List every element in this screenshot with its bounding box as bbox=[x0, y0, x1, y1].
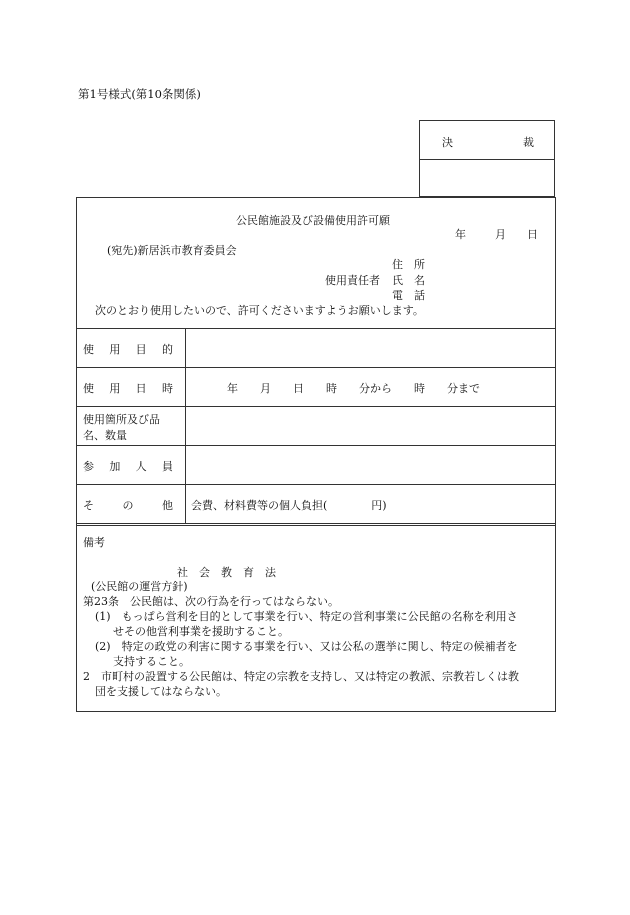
row-divider bbox=[77, 523, 555, 524]
note-line: 団を支援してはならない。 bbox=[95, 685, 227, 698]
row-divider bbox=[77, 484, 555, 485]
request-text: 次のとおり使用したいので、許可くださいますようお願いします。 bbox=[95, 304, 424, 317]
label-location-line2: 名、数量 bbox=[83, 429, 127, 442]
field-address: 住 所 bbox=[392, 258, 425, 271]
row-divider bbox=[77, 445, 555, 446]
approval-char-1: 決 bbox=[442, 136, 453, 149]
date-day: 日 bbox=[527, 228, 538, 241]
note-line: 支持すること。 bbox=[113, 655, 190, 668]
label-participants: 参 加 人 員 bbox=[83, 460, 173, 473]
note-line: 2 市町村の設置する公民館は、特定の宗教を支持し、又は特定の教派、宗教若しくは教 bbox=[83, 670, 519, 683]
law-title: 社 会 教 育 法 bbox=[177, 566, 276, 579]
row-divider bbox=[77, 406, 555, 407]
date-year: 年 bbox=[455, 228, 466, 241]
addressee: (宛先)新居浜市教育委員会 bbox=[107, 244, 237, 257]
label-datetime: 使 用 日 時 bbox=[83, 382, 173, 395]
label-other: そ の 他 bbox=[83, 499, 173, 512]
label-purpose: 使 用 目 的 bbox=[83, 343, 173, 356]
approval-header-row bbox=[420, 121, 554, 160]
notes-heading: 備考 bbox=[83, 536, 105, 549]
form-title: 公民館施設及び設備使用許可願 bbox=[236, 214, 390, 227]
field-name: 氏 名 bbox=[392, 274, 425, 287]
note-line: 第23条 公民館は、次の行為を行ってはならない。 bbox=[83, 595, 339, 608]
datetime-value: 年 月 日 時 分から 時 分まで bbox=[227, 382, 480, 395]
section-heading: (公民館の運営方針) bbox=[91, 580, 188, 593]
other-value: 会費、材料費等の個人負担( 円) bbox=[191, 499, 387, 512]
row-divider bbox=[77, 328, 555, 329]
column-divider bbox=[185, 328, 186, 523]
date-month: 月 bbox=[495, 228, 506, 241]
note-line: せその他営利事業を援助すること。 bbox=[113, 625, 289, 638]
note-line: (2) 特定の政党の利害に関する事業を行い、又は公私の選挙に関し、特定の候補者を bbox=[95, 640, 518, 653]
approval-box bbox=[419, 120, 555, 197]
field-phone: 電 話 bbox=[392, 289, 425, 302]
row-divider bbox=[77, 367, 555, 368]
note-line: (1) もっぱら営利を目的として事業を行い、特定の営利事業に公民館の名称を利用さ bbox=[95, 610, 518, 623]
label-location-line1: 使用箇所及び品 bbox=[83, 413, 160, 426]
application-form bbox=[76, 197, 556, 712]
approval-char-2: 裁 bbox=[523, 136, 534, 149]
row-divider-double bbox=[77, 525, 555, 526]
applicant-label: 使用責任者 bbox=[325, 274, 380, 287]
form-number: 第1号様式(第10条関係) bbox=[78, 87, 201, 101]
